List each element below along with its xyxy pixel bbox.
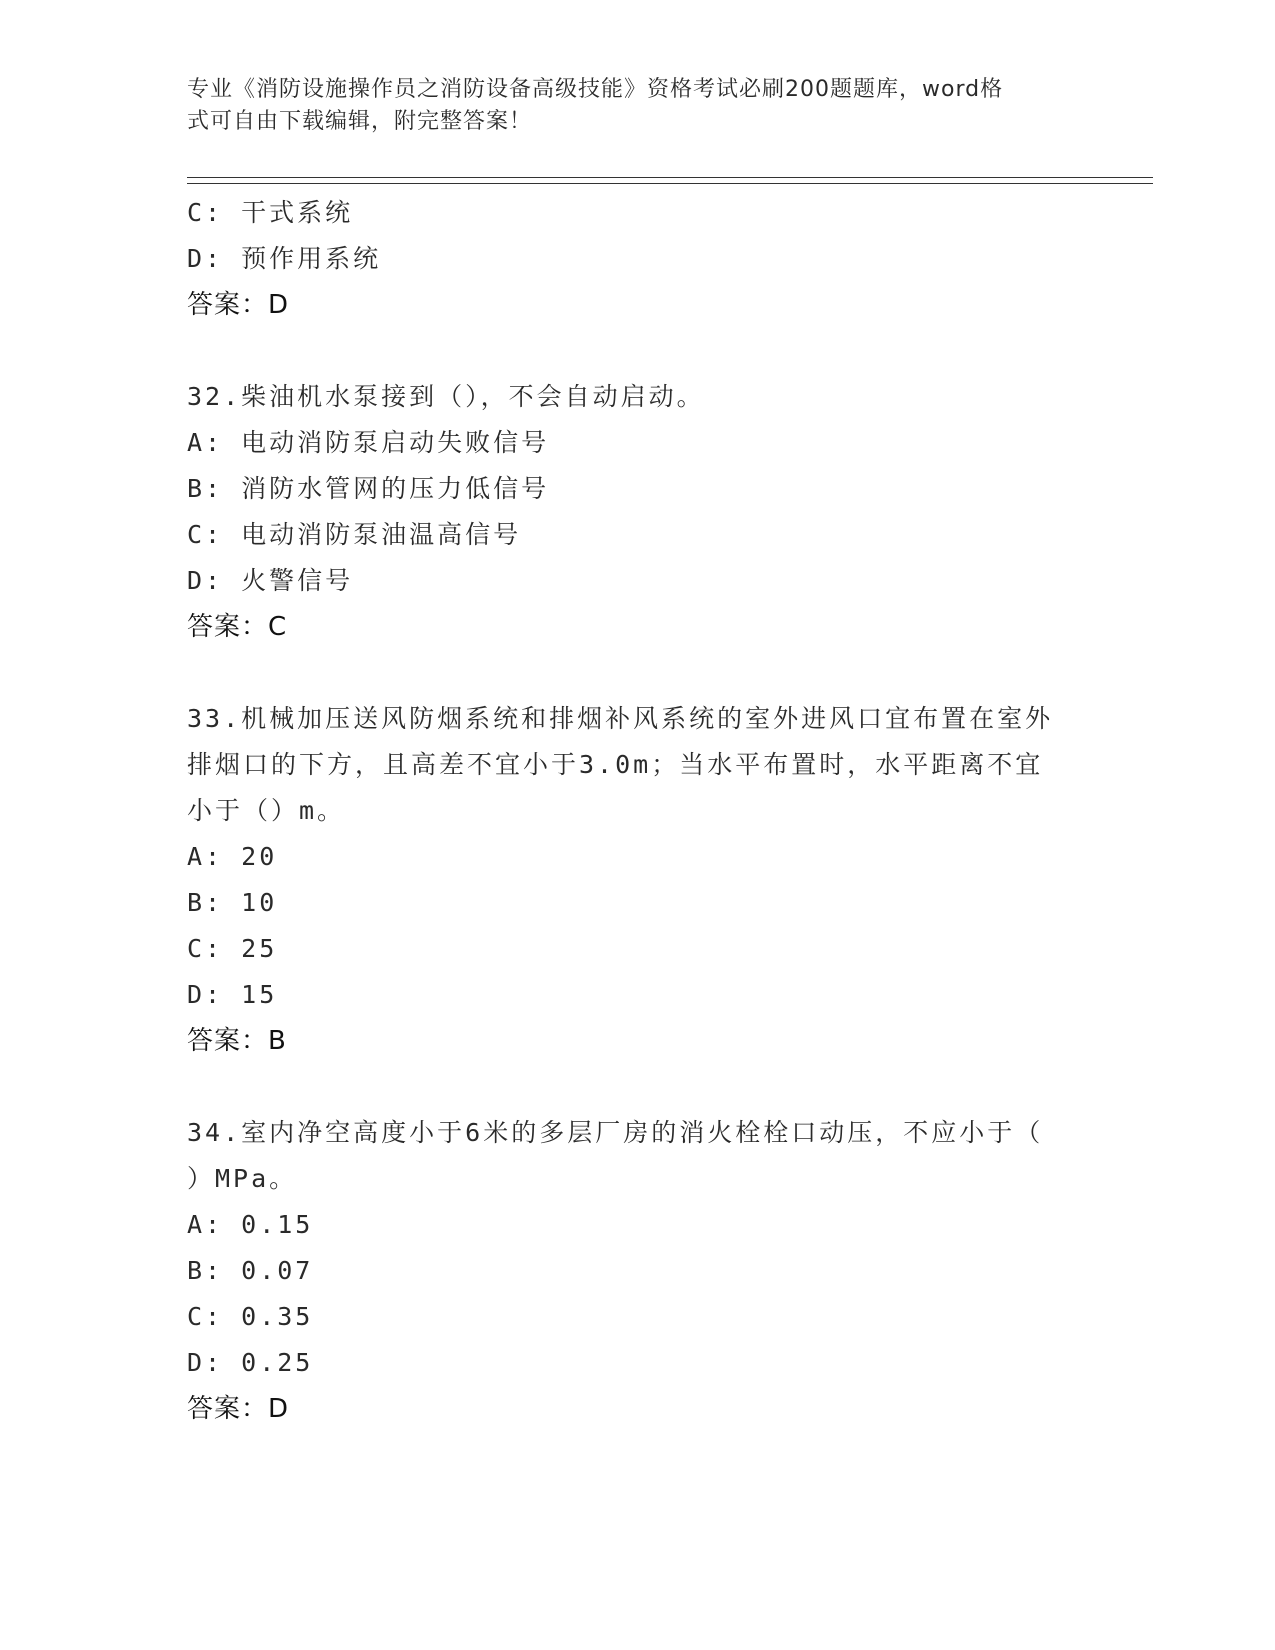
option-d: D: 火警信号 (187, 566, 354, 595)
question-stem: 34.室内净空高度小于6米的多层厂房的消火栓栓口动压，不应小于（ (187, 1118, 1044, 1147)
header-line-1: 专业《消防设施操作员之消防设备高级技能》资格考试必刷200题题库，word格 (187, 77, 1004, 102)
header-line-2: 式可自由下载编辑，附完整答案！ (187, 109, 533, 134)
option-b: B: 10 (187, 888, 278, 917)
question-stem-cont: ）MPa。 (187, 1164, 298, 1193)
question-stem-cont: 小于（）m。 (187, 796, 346, 825)
option-c: C: 0.35 (187, 1302, 314, 1331)
answer-line: 答案：D (187, 290, 290, 320)
option-a: A: 电动消防泵启动失败信号 (187, 428, 550, 457)
option-a: A: 20 (187, 842, 278, 871)
header-divider-top (187, 177, 1153, 178)
option-b: B: 0.07 (187, 1256, 314, 1285)
question-stem: 32.柴油机水泵接到（），不会自动启动。 (187, 382, 705, 411)
option-c: C: 干式系统 (187, 198, 354, 227)
option-d: D: 15 (187, 980, 278, 1009)
document-header (187, 74, 1087, 138)
answer-line: 答案：D (187, 1394, 290, 1424)
option-b: B: 消防水管网的压力低信号 (187, 474, 550, 503)
answer-line: 答案：C (187, 612, 288, 642)
option-c: C: 电动消防泵油温高信号 (187, 520, 522, 549)
answer-line: 答案：B (187, 1026, 287, 1056)
document-body (187, 190, 1087, 1432)
option-d: D: 0.25 (187, 1348, 314, 1377)
header-divider-bottom (187, 183, 1153, 184)
question-32 (187, 374, 1087, 650)
option-d: D: 预作用系统 (187, 244, 382, 273)
question-stem: 33.机械加压送风防烟系统和排烟补风系统的室外进风口宜布置在室外 (187, 704, 1054, 733)
question-31-tail (187, 190, 1087, 328)
option-a: A: 0.15 (187, 1210, 314, 1239)
question-34 (187, 1110, 1087, 1432)
option-c: C: 25 (187, 934, 278, 963)
question-33 (187, 696, 1087, 1064)
question-stem-cont: 排烟口的下方，且高差不宜小于3.0m；当水平布置时，水平距离不宜 (187, 750, 1044, 779)
